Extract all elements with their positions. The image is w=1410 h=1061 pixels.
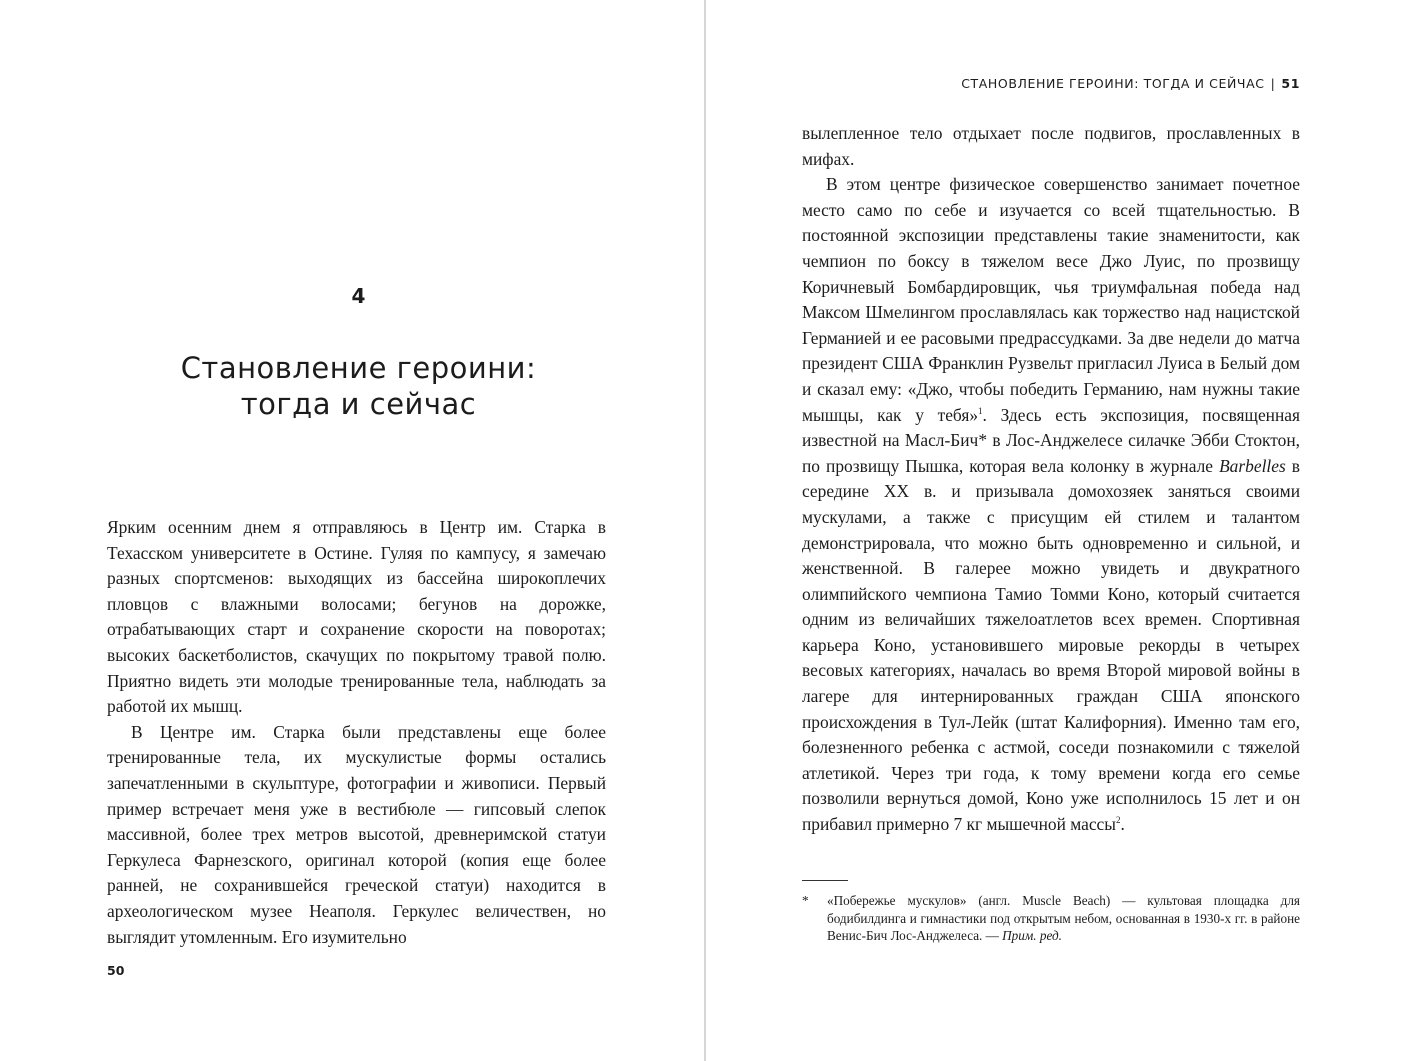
paragraph-text: . Здесь есть экспозиция, посвященная известной на Масл-Бич <box>802 404 1300 451</box>
chapter-title <box>100 350 617 422</box>
editor-note: Прим. ред. <box>1002 928 1062 943</box>
page-number-right: 51 <box>1281 76 1300 91</box>
running-head <box>961 76 1300 91</box>
paragraph: Ярким осенним днем я отправляюсь в Центр им. Старка в Техасском университете в Остине. Гуляя по кампусу, я замечаю разных спортсменов: выходящих из бассейна широкоплечих пловцов с влажными волосами; бегунов на дорожке, отрабатывающих старт и сохранение скорости на поворотах; высоких баскетболистов, скачущих по покрытому травой полю. Приятно видеть эти молодые тренированные тела, наблюдать за работой их мышц. <box>107 517 606 717</box>
footnote <box>802 892 1300 945</box>
chapter-number: 4 <box>351 284 366 308</box>
footnote-mark: * <box>802 893 809 908</box>
footnote-ref-1: 1 <box>978 405 983 416</box>
magazine-title: Barbelles <box>1219 455 1286 476</box>
chapter-title-line-1: Становление героини: <box>180 351 537 385</box>
footnote-star-ref: * <box>978 430 988 451</box>
page-number-left: 50 <box>107 963 125 978</box>
paragraph-text: в Лос-Анджелесе силачке Эбби Стоктон, по прозвищу Пышка, которая вела колонку в журнале <box>802 430 1300 476</box>
running-head-separator: | <box>1270 76 1276 91</box>
footnote-text: «Побережье мускулов» (англ. Muscle Beach) — культовая площадка для бодибилдинга и гимнастики под открытым небом, основанная в 1930-х гг. в районе Венис-Бич Лос-Анджелеса. — <box>827 893 1300 943</box>
chapter-title-line-2: тогда и сейчас <box>240 387 477 421</box>
left-page-body <box>107 515 606 950</box>
footnote-rule <box>802 880 848 881</box>
footnote-body <box>827 892 1300 945</box>
paragraph-text: в середине XX в. и призывала домохозяек заняться своими мускулами, а также с присущим ей стилем и талантом демонстрировала, что можно быть одновременно и сильной, и женственной. В галерее можно увидеть и двукратного олимпийского чемпиона Тамио Томми Коно, который считается одним из величайших тяжелоатлетов всех времен. Спортивная карьера Коно, установившего мировые рекорды в четырех весовых категориях, началась во время Второй мировой войны в лагере для интернированных граждан США японского происхождения в Тул-Лейк (штат Калифорния). Именно там его, болезненного ребенка с астмой, соседи познакомили с тяжелой атлетикой. Через три года, к тому времени когда его семье позволили вернуться домой, Коно уже исполнилось 15 лет и он прибавил примерно 7 кг мышечной массы <box>802 455 1300 835</box>
right-page <box>706 0 1410 1061</box>
paragraph-text: . <box>1120 814 1125 835</box>
paragraph: вылепленное тело отдыхает после подвигов, прославленных в мифах. <box>802 123 1300 169</box>
footnote-ref-2: 2 <box>1115 815 1121 826</box>
paragraph: В Центре им. Старка были представлены еще более тренированные тела, их мускулистые формы остались запечатленными в скульптуре, фотографии и живописи. Первый пример встречает меня уже в вестибюле — гипсовый слепок массивной, более трех метров высотой, древнеримской статуи Геркулеса Фарнезского, оригинал которой (копия еще более ранней, не сохранившейся греческой статуи) находится в археологическом музее Неаполя. Геркулес величествен, но выглядит утомленным. Его изумительно <box>107 721 606 947</box>
right-page-body <box>802 121 1300 838</box>
paragraph <box>802 172 1300 837</box>
running-head-title: СТАНОВЛЕНИЕ ГЕРОИНИ: ТОГДА И СЕЙЧАС <box>961 76 1265 91</box>
paragraph-text: В этом центре физическое совершенство занимает почетное место само по себе и изучается со всей тщательностью. В постоянной экспозиции представлены такие знаменитости, как чемпион по боксу в тяжелом весе Джо Луис, по прозвищу Коричневый Бомбардировщик, чья триумфальная победа над Максом Шмелингом прославлялась как торжество над нацистской Германией и ее расовыми предрассудками. За две недели до матча президент США Франклин Рузвельт пригласил Луиса в Белый дом и сказал ему: «Джо, чтобы победить Германию, нам нужны такие мышцы, как у тебя» <box>802 174 1300 425</box>
